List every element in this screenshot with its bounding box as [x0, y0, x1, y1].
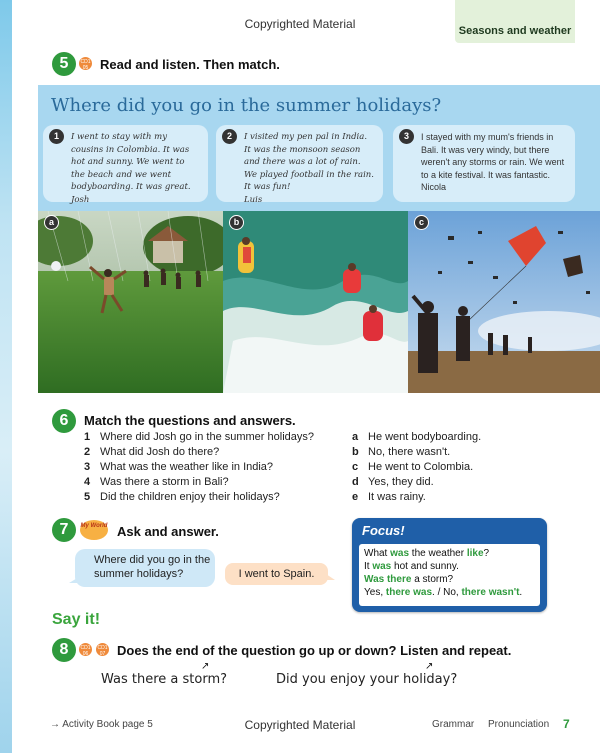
answer-text: No, there wasn't.	[368, 446, 451, 458]
copyright-header: Copyrighted Material	[244, 17, 356, 31]
text-body: I went to stay with my cousins in Colombia. It was hot and sunny. We went to the beach and we went bodyboarding. It was great.	[71, 132, 191, 192]
focus-text: Yes,	[364, 587, 386, 598]
answer-text: It was rainy.	[368, 491, 426, 503]
my-world-badge-icon: My World	[80, 520, 108, 540]
photo-c-illustration	[408, 211, 600, 393]
focus-highlight: like	[466, 548, 484, 559]
exercise-7-number: 7	[52, 518, 76, 542]
item-number: 2	[84, 446, 91, 458]
say-it-heading: Say it!	[52, 611, 101, 628]
list-item	[84, 475, 314, 490]
photo-label: b	[229, 215, 244, 230]
answer-text: He went bodyboarding.	[368, 431, 482, 443]
focus-body	[359, 544, 540, 606]
text-number: 2	[222, 129, 237, 144]
list-item	[84, 460, 314, 475]
activity-book-link[interactable]: → Activity Book page 5	[50, 719, 153, 730]
text-bubble-2	[216, 125, 383, 205]
item-number: 3	[84, 461, 91, 473]
photo-b-illustration	[223, 211, 408, 393]
panel-title: Where did you go in the summer holidays?	[51, 95, 442, 116]
photo-label: c	[414, 215, 429, 230]
text-bubble-3	[393, 125, 575, 202]
focus-highlight: was	[372, 561, 392, 572]
list-item	[352, 490, 481, 505]
focus-highlight: there was	[385, 587, 433, 598]
focus-text: a storm?	[411, 574, 454, 585]
item-number: 4	[84, 476, 91, 488]
list-item	[352, 430, 481, 445]
focus-highlight: there wasn't	[461, 587, 520, 598]
text-number: 1	[49, 129, 64, 144]
question-text: Where did Josh go in the summer holidays?	[100, 431, 314, 443]
exercise-8-number: 8	[52, 638, 76, 662]
text-author: Luis	[244, 194, 263, 205]
footer-grammar: Grammar	[432, 719, 475, 730]
focus-title: Focus!	[362, 523, 405, 538]
rising-arrow-icon: ↗	[201, 661, 210, 672]
exercise-5-instruction: Read and listen. Then match.	[100, 57, 280, 72]
exercise-8-instruction: Does the end of the question go up or down? Listen and repeat.	[117, 643, 512, 658]
text-body: I stayed with my mum's friends in Bali. It was very windy, but there weren't any storms or rain. We went to a kite festival. It was fantastic.	[421, 132, 565, 180]
decorative-side-strip	[0, 0, 12, 753]
text-number: 3	[399, 129, 414, 144]
item-letter: c	[352, 461, 359, 473]
focus-highlight: Was there	[364, 574, 412, 585]
speech-bubble-question: Where did you go in the summer holidays?	[75, 549, 215, 587]
item-letter: a	[352, 431, 359, 443]
list-item	[352, 460, 481, 475]
photo-colombia-rain	[38, 211, 223, 393]
footer-pronunciation: Pronunciation	[488, 719, 550, 730]
exercise-5-number: 5	[52, 52, 76, 76]
question-text: What was the weather like in India?	[100, 461, 274, 473]
focus-box	[352, 518, 547, 612]
list-item	[352, 445, 481, 460]
reading-panel	[38, 85, 600, 393]
item-letter: e	[352, 491, 359, 503]
focus-highlight: was	[390, 548, 410, 559]
focus-text: . / No,	[432, 587, 462, 598]
focus-text: hot and sunny.	[391, 561, 459, 572]
focus-text: It	[364, 561, 373, 572]
exercise-7-instruction: Ask and answer.	[117, 524, 219, 539]
text-author: Nicola	[421, 182, 447, 192]
focus-line-4	[364, 586, 535, 599]
section-tab-label: Seasons and weather	[458, 25, 572, 37]
focus-line-1	[364, 547, 535, 560]
list-item	[84, 445, 314, 460]
photo-bodyboarding	[223, 211, 408, 393]
focus-line-3	[364, 573, 535, 586]
focus-line-2	[364, 560, 535, 573]
photo-label: a	[44, 215, 59, 230]
speech-bubble-answer: I went to Spain.	[225, 563, 328, 585]
text-author: Josh	[71, 194, 90, 205]
focus-text: the weather	[409, 548, 467, 559]
cd-track-icon[interactable]: CD1 07	[95, 642, 110, 657]
question-text: What did Josh do there?	[100, 446, 220, 458]
list-item	[84, 430, 314, 445]
page-number: 7	[563, 717, 570, 731]
question-text: Was there a storm in Bali?	[100, 476, 229, 488]
text-body: I visited my pen pal in India. It was the monsoon season and there was a lot of rain. We played football in the rain. It was fun!	[244, 132, 374, 192]
focus-text: ?	[483, 548, 490, 559]
cd-track-icon[interactable]: CD1 06	[78, 642, 93, 657]
copyright-footer: Copyrighted Material	[244, 718, 356, 732]
focus-text: What	[364, 548, 391, 559]
exercise-6-number: 6	[52, 409, 76, 433]
text-bubble-1	[43, 125, 208, 205]
item-number: 1	[84, 431, 91, 443]
list-item	[352, 475, 481, 490]
item-letter: d	[352, 476, 359, 488]
pronunciation-sentence-2: Did you enjoy your holiday?	[276, 672, 458, 687]
pronunciation-sentence-1: Was there a storm?	[101, 672, 228, 687]
rising-arrow-icon: ↗	[425, 661, 434, 672]
question-text: Did the children enjoy their holidays?	[100, 491, 280, 503]
answer-text: He went to Colombia.	[368, 461, 474, 473]
answer-text: Yes, they did.	[368, 476, 434, 488]
photo-kite-festival	[408, 211, 600, 393]
answers-list	[352, 430, 481, 505]
section-tab	[455, 0, 575, 43]
exercise-6-instruction: Match the questions and answers.	[84, 413, 296, 428]
focus-text: .	[519, 587, 523, 598]
item-number: 5	[84, 491, 91, 503]
list-item	[84, 490, 314, 505]
cd-track-icon[interactable]: CD1 05	[78, 56, 93, 71]
photo-a-illustration	[38, 211, 223, 393]
questions-list	[84, 430, 314, 505]
item-letter: b	[352, 446, 359, 458]
